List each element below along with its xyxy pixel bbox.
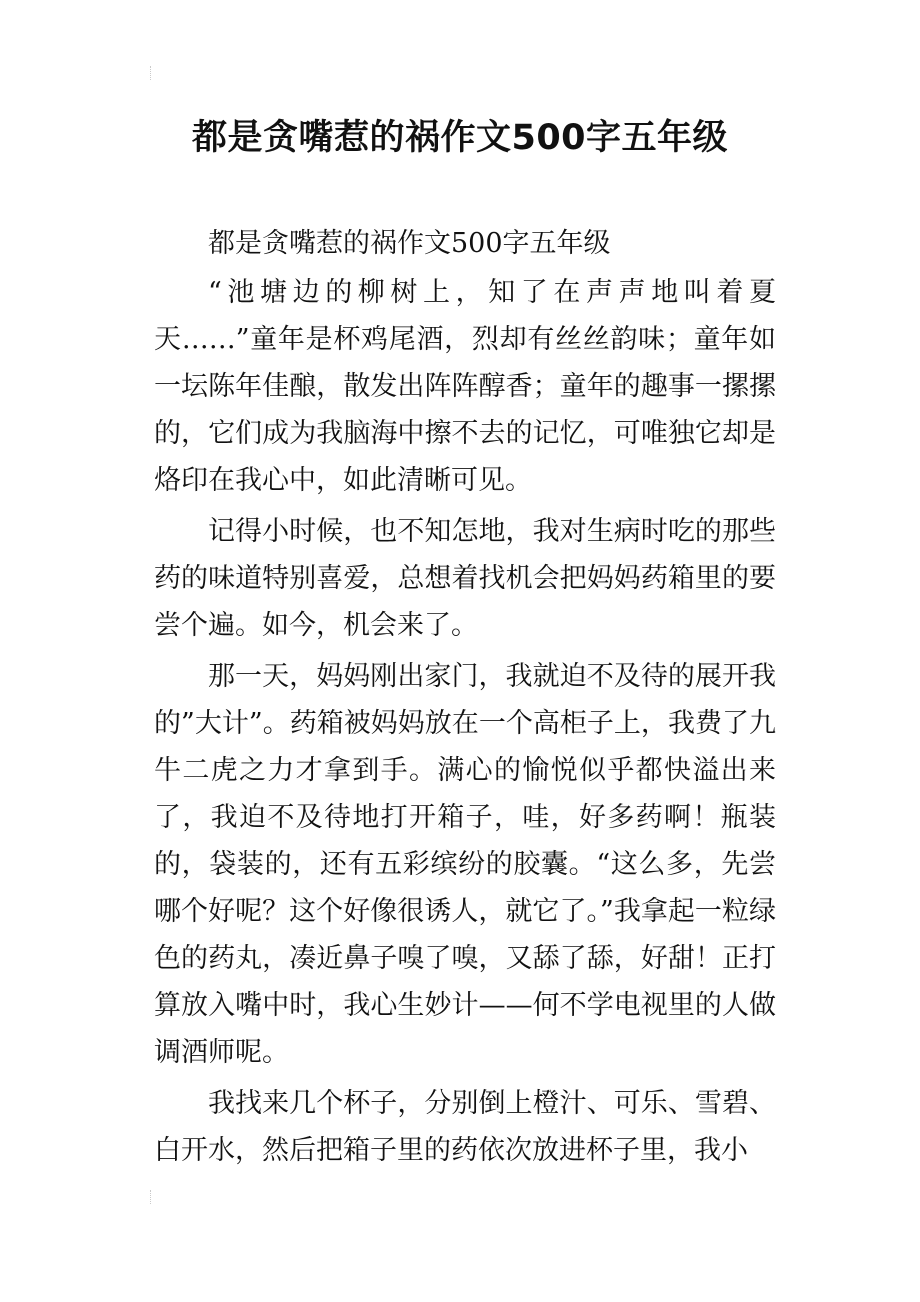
- corner-mark: [150, 1190, 161, 1204]
- body-paragraph: 那一天，妈妈刚出家门，我就迫不及待的展开我的”大计”。药箱被妈妈放在一个高柜子上，我费了九牛二虎之力才拿到手。满心的愉悦似乎都快溢出来了，我迫不及待地打开箱子，哇，好多药啊！瓶装的，袋装的，还有五彩缤纷的胶囊。“这么多，先尝哪个好呢？这个好像很诱人，就它了。”我拿起一粒绿色的药丸，凑近鼻子嗅了嗅，又舔了舔，好甜！正打算放入嘴中时，我心生妙计——何不学电视里的人做调酒师呢。: [154, 661, 776, 1068]
- body-paragraph: “池塘边的柳树上，知了在声声地叫着夏天……”童年是杯鸡尾酒，烈却有丝丝韵味；童年如一坛陈年佳酿，散发出阵阵醇香；童年的趣事一摞摞的，它们成为我脑海中擦不去的记忆，可唯独它却是烙印在我心中，如此清晰可见。: [154, 277, 776, 496]
- document-body: [154, 220, 776, 1178]
- body-paragraph: 我找来几个杯子，分别倒上橙汁、可乐、雪碧、白开水，然后把箱子里的药依次放进杯子里，我小: [154, 1088, 776, 1166]
- corner-mark: [150, 66, 161, 80]
- body-paragraph: 记得小时候，也不知怎地，我对生病时吃的那些药的味道特别喜爱，总想着找机会把妈妈药箱里的要尝个遍。如今，机会来了。: [154, 516, 776, 641]
- document-title: 都是贪嘴惹的祸作文500字五年级: [191, 118, 729, 158]
- body-paragraph: 都是贪嘴惹的祸作文500字五年级: [208, 228, 611, 259]
